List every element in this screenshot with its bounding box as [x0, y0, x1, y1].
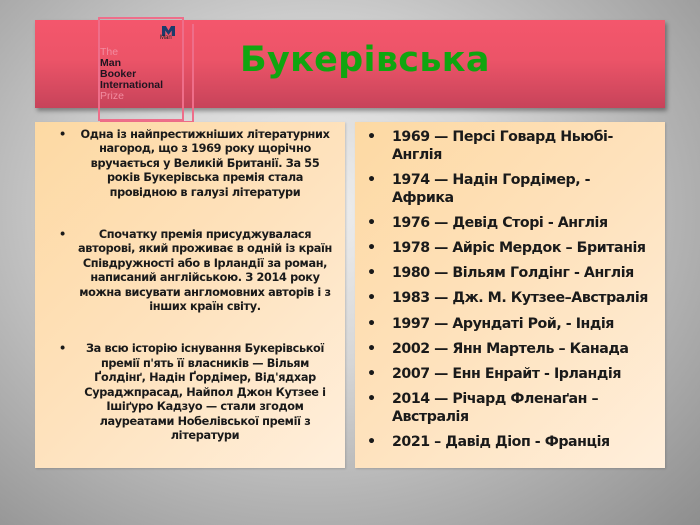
bullet-icon: •: [367, 215, 376, 232]
logo-line-booker: Booker: [100, 68, 137, 80]
laureate-text: 2007 — Енн Енрайт - Ірландія: [392, 365, 621, 382]
description-text: Одна із найпрестижніших літературних нагород, що з 1969 року щорічно вручається у Великій Британії. За 55 років Букерівська премія стала провідною в галузі літератури: [80, 128, 330, 199]
laureate-item: [355, 171, 665, 207]
bullet-icon: •: [59, 228, 66, 242]
description-item: [35, 128, 345, 200]
bullet-icon: •: [367, 365, 376, 382]
laureate-item: [355, 239, 665, 257]
laureate-text: 1978 — Айріс Мердок – Британія: [392, 240, 646, 257]
laureate-item: [355, 214, 665, 232]
bullet-icon: •: [367, 340, 376, 357]
laureate-text: 2021 – Давід Діоп - Франція: [392, 433, 610, 450]
bullet-icon: •: [367, 240, 376, 257]
logo-line-man: Man: [100, 57, 121, 69]
description-text: За всю історію існування Букерівської премії п'ять її власників — Вільям Ґолдінґ, Надін Ґордімер, Від'ядхар Сураджпрасад, Найпол Джон Кутзее і Ішіґуро Кадзуо — стали згодом лауреатами Нобелівської премії з літератури: [84, 342, 326, 442]
bullet-icon: •: [367, 433, 376, 450]
laureate-item: [355, 315, 665, 333]
logo-man-label: Man: [160, 35, 172, 41]
logo-line-the: The: [100, 46, 119, 58]
laureate-item: [355, 433, 665, 451]
bullet-icon: •: [367, 315, 376, 332]
laureate-text: 1997 — Арундаті Рой, - Індія: [392, 315, 614, 332]
laureate-item: [355, 340, 665, 358]
laureates-list: [355, 128, 665, 458]
description-text: Спочатку премія присуджувалася авторові, який проживає в одній із країн Співдружності або в Ірландії за роман, написаний англійською. З 2014 року можна висувати англомовних авторів і з інших країн світу.: [78, 228, 332, 314]
bullet-icon: •: [367, 390, 376, 407]
description-panel: [35, 122, 345, 468]
laureate-text: 1974 — Надін Гордімер, - Африка: [392, 172, 591, 207]
laureate-item: [355, 289, 665, 307]
description-list: [35, 128, 345, 462]
logo-line-international: International: [100, 79, 164, 91]
laureate-item: [355, 390, 665, 426]
laureate-item: [355, 128, 665, 164]
logo-line-prize: Prize: [100, 90, 124, 102]
description-item: [35, 342, 345, 443]
laureate-item: [355, 264, 665, 282]
description-item: [35, 228, 345, 314]
laureate-text: 1976 — Девід Сторі - Англія: [392, 215, 608, 232]
bullet-icon: •: [367, 290, 376, 307]
laureate-item: [355, 365, 665, 383]
booker-prize-logo: [100, 47, 163, 102]
bullet-icon: •: [59, 342, 66, 356]
bullet-icon: •: [367, 129, 376, 145]
laureate-text: 1969 — Персі Говард Ньюбі- Англія: [392, 129, 613, 163]
laureates-panel: [355, 122, 665, 468]
laureate-text: 2014 — Річард Фленаґан – Австралія: [392, 390, 599, 425]
laureate-text: 1983 — Дж. М. Кутзее–Австралія: [392, 290, 648, 307]
laureate-text: 2002 — Янн Мартель – Канада: [392, 340, 629, 357]
slide-title: Букерівська: [240, 40, 490, 80]
laureate-text: 1980 — Вільям Голдінг - Англія: [392, 265, 634, 282]
bullet-icon: •: [59, 128, 66, 141]
bullet-icon: •: [367, 172, 376, 189]
bullet-icon: •: [367, 265, 376, 282]
